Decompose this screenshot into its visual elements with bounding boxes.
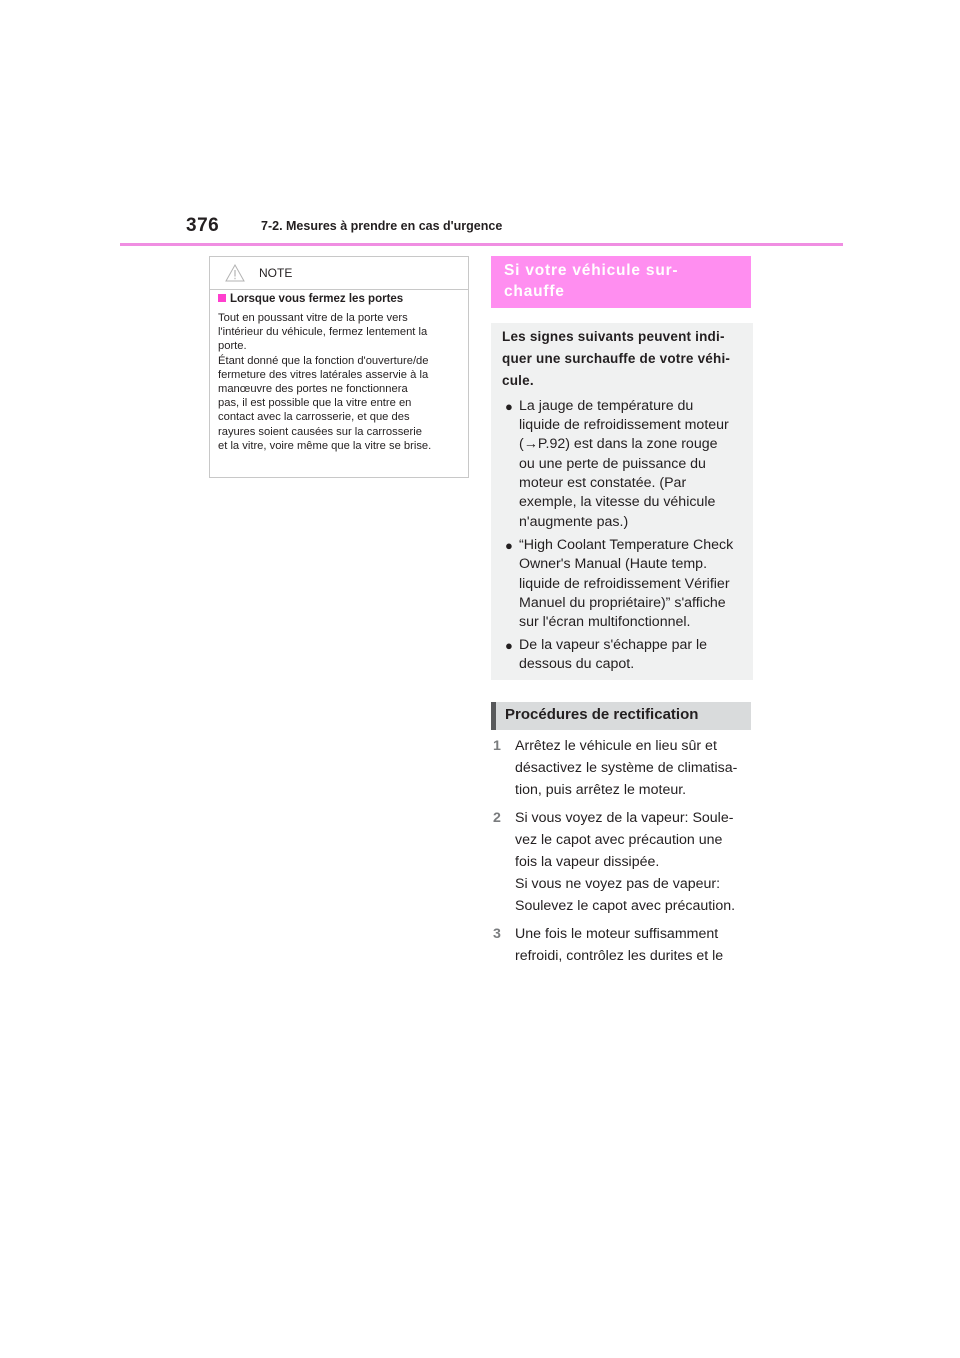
bullet-line: n'augmente pas.) (519, 514, 629, 530)
square-bullet-icon (218, 294, 226, 302)
bullet-line: Owner's Manual (Haute temp. (519, 556, 708, 572)
bullet-dot-icon: ● (505, 538, 513, 553)
bullet-line: La jauge de température du (519, 398, 694, 414)
step-line: désactivez le système de climatisa- (515, 760, 738, 776)
overheat-heading-line: chauffe (504, 283, 565, 300)
bullet-line: liquide de refroidissement Vérifier (519, 576, 730, 592)
note-line: porte. (218, 340, 247, 353)
note-label: NOTE (259, 266, 293, 280)
bullet-dot-icon: ● (505, 638, 513, 653)
step-number: 1 (493, 738, 501, 754)
note-line: rayures soient causées sur la carrosserie (218, 425, 422, 438)
bullet-line: sur l'écran multifonctionnel. (519, 614, 691, 630)
note-line: manœuvre des portes ne fonctionnera (218, 383, 408, 396)
bullet-dot-icon: ● (505, 399, 513, 414)
header-rule (120, 243, 843, 246)
bullet-line: Manuel du propriétaire)” s'affiche (519, 595, 726, 611)
note-line: contact avec la carrosserie, et que des (218, 411, 410, 424)
step-line: Soulevez le capot avec précaution. (515, 898, 736, 914)
step-line: Arrêtez le véhicule en lieu sûr et (515, 738, 717, 754)
step-number: 3 (493, 926, 501, 942)
bullet-line: dessous du capot. (519, 656, 635, 672)
bullet-line: liquide de refroidissement moteur (519, 417, 729, 433)
procedures-heading (491, 702, 751, 730)
bullet-line: moteur est constatée. (Par (519, 475, 687, 491)
bullet-line: “High Coolant Temperature Check (519, 537, 734, 553)
note-header (210, 257, 468, 290)
note-line: Étant donné que la fonction d'ouverture/de (218, 354, 429, 367)
bullet-line: (→P.92) est dans la zone rouge (519, 436, 718, 452)
step-line: Si vous ne voyez pas de vapeur: (515, 876, 721, 892)
warning-triangle-icon (225, 264, 245, 282)
step-line: Si vous voyez de la vapeur: Soule- (515, 810, 734, 826)
page-number: 376 (186, 215, 220, 236)
bullet-line: exemple, la vitesse du véhicule (519, 494, 716, 510)
bullet-line: De la vapeur s'échappe par le (519, 637, 708, 653)
signs-intro-line: quer une surchauffe de votre véhi- (502, 351, 731, 366)
section-header: 7-2. Mesures à prendre en cas d'urgence (261, 219, 503, 233)
step-line: vez le capot avec précaution une (515, 832, 723, 848)
note-line: fermeture des vitres latérales asservie à la (218, 368, 429, 381)
step-line: refroidi, contrôlez les durites et le (515, 948, 724, 964)
signs-intro-line: Les signes suivants peuvent indi- (502, 329, 725, 344)
step-line: tion, puis arrêtez le moteur. (515, 782, 687, 798)
procedures-heading-text: Procédures de rectification (505, 706, 699, 723)
note-subheading: Lorsque vous fermez les portes (218, 293, 403, 305)
overheat-heading-line: Si votre véhicule sur- (504, 262, 679, 279)
note-box (209, 256, 469, 478)
note-line: et la vitre, voire même que la vitre se brise. (218, 439, 432, 452)
bullet-line: ou une perte de puissance du (519, 456, 706, 472)
note-line: Tout en poussant vitre de la porte vers (218, 312, 408, 324)
step-line: Une fois le moteur suffisamment (515, 926, 719, 942)
signs-intro-line: cule. (502, 373, 534, 388)
note-line: l'intérieur du véhicule, fermez lentement la (218, 326, 428, 339)
note-body (218, 311, 470, 453)
note-line: pas, il est possible que la vitre entre en (218, 397, 412, 410)
step-number: 2 (493, 810, 501, 826)
overheat-heading (491, 256, 751, 308)
overheat-signs-box (491, 323, 753, 680)
step-line: fois la vapeur dissipée. (515, 854, 660, 870)
